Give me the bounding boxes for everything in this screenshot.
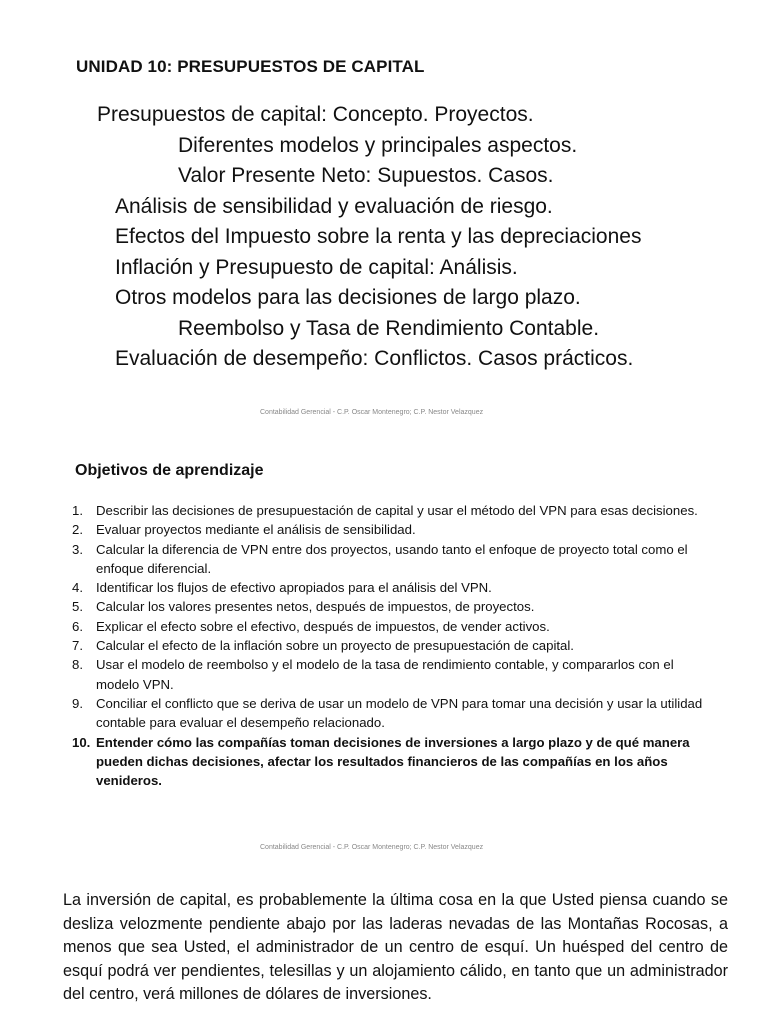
objective-item: [0, 520, 768, 539]
body-paragraph: La inversión de capital, es probablemente la última cosa en la que Usted piensa cuando se desliza velozmente pendiente abajo por las laderas nevadas de las Montañas Rocosas, a menos que sea Usted, el administrador de un centro de esquí. Un huésped del centro de esquí podrá ver pendientes, telesillas y un alojamiento cálido, en tanto que un administrador del centro, verá millones de dólares de inversiones.: [63, 891, 728, 1003]
objective-item: [0, 655, 768, 694]
objective-number: 6.: [72, 618, 83, 634]
objective-item: [0, 694, 768, 733]
topic-item: Valor Presente Neto: Supuestos. Casos.: [178, 164, 554, 187]
topic-item: Diferentes modelos y principales aspectos.: [178, 133, 578, 157]
objective-text: Describir las decisiones de presupuestación de capital y usar el método del VPN para esas decisiones.: [96, 503, 698, 518]
slide-footer: Contabilidad Gerencial - C.P. Oscar Montenegro; C.P. Nestor Velazquez: [260, 409, 484, 416]
topic-item: Reembolso y Tasa de Rendimiento Contable.: [178, 316, 600, 340]
topic-item: Presupuestos de capital: Concepto. Proyectos.: [97, 103, 534, 126]
objective-item: [0, 597, 768, 616]
objective-text: Calcular el efecto de la inflación sobre un proyecto de presupuestación de capital.: [96, 638, 574, 654]
objective-item: [0, 617, 768, 636]
topic-item: Otros modelos para las decisiones de largo plazo.: [115, 286, 581, 309]
objective-text: Usar el modelo de reembolso y el modelo de la tasa de rendimiento contable, y compararlos con el modelo VPN.: [96, 657, 674, 692]
objective-text: Conciliar el conflicto que se deriva de usar un modelo de VPN para tomar una decisión y usar la utilidad contable para evaluar el desempeño relacionado.: [96, 695, 703, 731]
topic-item: Evaluación de desempeño: Conflictos. Casos prácticos.: [115, 347, 634, 370]
objectives-list: [0, 501, 768, 790]
objective-number: 8.: [72, 657, 83, 673]
topic-item: Inflación y Presupuesto de capital: Análisis.: [115, 255, 518, 279]
objective-item: [0, 733, 768, 791]
objective-item: [0, 501, 768, 520]
objective-number: 4.: [72, 580, 83, 596]
topic-item: Análisis de sensibilidad y evaluación de riesgo.: [115, 194, 553, 218]
objective-text: Identificar los flujos de efectivo apropiados para el análisis del VPN.: [96, 580, 492, 596]
objective-item: [0, 636, 768, 655]
objective-text: Explicar el efecto sobre el efectivo, después de impuestos, de vender activos.: [96, 618, 550, 634]
objective-text: Evaluar proyectos mediante el análisis de sensibilidad.: [96, 522, 416, 538]
objective-text: Calcular los valores presentes netos, después de impuestos, de proyectos.: [96, 599, 535, 615]
objective-text: Calcular la diferencia de VPN entre dos proyectos, usando tanto el enfoque de proyecto total como el enfoque diferencial.: [96, 541, 688, 576]
objective-number: 7.: [72, 638, 83, 654]
topic-item: Efectos del Impuesto sobre la renta y las depreciaciones: [115, 225, 642, 248]
objective-number: 10.: [72, 734, 91, 750]
objective-number: 5.: [72, 599, 83, 615]
objective-number: 9.: [72, 695, 83, 711]
objective-item: [0, 540, 768, 579]
objective-number: 3.: [72, 541, 83, 557]
objective-item: [0, 578, 768, 597]
objective-text: Entender cómo las compañías toman decisiones de inversiones a largo plazo y de qué manera pueden dichas decisiones, afectar los resultados financieros de las compañías en los años venideros.: [96, 734, 690, 789]
objective-number: 2.: [72, 522, 83, 538]
topic-list: [0, 100, 768, 375]
slide-title: UNIDAD 10: PRESUPUESTOS DE CAPITAL: [76, 57, 425, 76]
slide-footer: Contabilidad Gerencial - C.P. Oscar Montenegro; C.P. Nestor Velazquez: [260, 844, 484, 851]
objectives-title: Objetivos de aprendizaje: [75, 462, 264, 479]
objective-number: 1.: [72, 503, 83, 518]
